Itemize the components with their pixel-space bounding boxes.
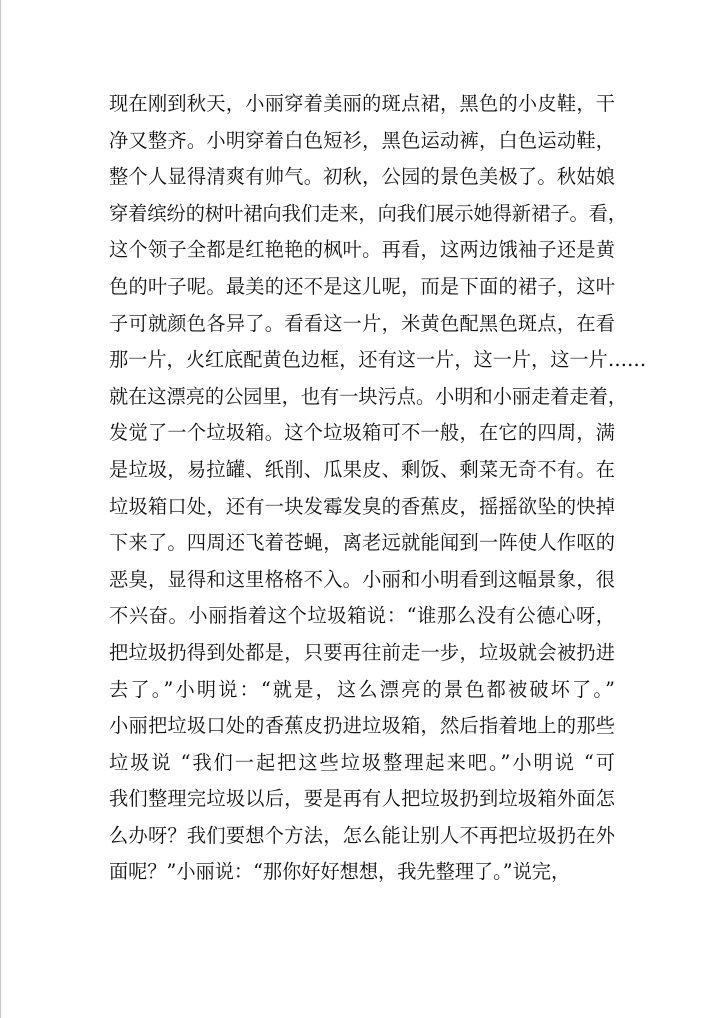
- text-line-13: 下来了。四周还飞着苍蝇，离老远就能闻到一阵使人作呕的: [109, 531, 615, 555]
- text-line-3: 整个人显得清爽有帅气。初秋，公园的景色美极了。秋姑娘: [109, 165, 615, 189]
- text-line-12: 垃圾箱口处，还有一块发霉发臭的香蕉皮，摇摇欲坠的快掉: [109, 494, 615, 518]
- body-text: [109, 86, 647, 891]
- text-line-16: 把垃圾扔得到处都是，只要再往前走一步，垃圾就会被扔进: [109, 640, 615, 664]
- text-line-9: 就在这漂亮的公园里，也有一块污点。小明和小丽走着走着，: [109, 384, 628, 408]
- text-line-21: 么办呀？我们要想个方法，怎么能让别人不再把垃圾扔在外: [109, 823, 615, 847]
- text-line-8: 那一片，火红底配黄色边框，还有这一片，这一片，这一片……: [109, 348, 647, 372]
- text-line-22: 面呢？”小丽说：“那你好好想想，我先整理了。”说完，: [109, 860, 571, 884]
- text-line-18: 小丽把垃圾口处的香蕉皮扔进垃圾箱，然后指着地上的那些: [109, 714, 615, 738]
- text-line-19: 垃圾说 “我们一起把这些垃圾整理起来吧。”小明说 “可: [109, 750, 615, 774]
- text-line-14: 恶臭，显得和这里格格不入。小丽和小明看到这幅景象，很: [109, 567, 615, 591]
- text-line-17: 去了。”小明说：“就是，这么漂亮的景色都被破坏了。”: [109, 677, 615, 701]
- text-line-20: 我们整理完垃圾以后，要是再有人把垃圾扔到垃圾箱外面怎: [109, 787, 615, 811]
- text-line-1: 现在刚到秋天，小丽穿着美丽的斑点裙，黑色的小皮鞋，干: [109, 92, 615, 115]
- text-line-6: 色的叶子呢。最美的还不是这儿呢，而是下面的裙子，这叶: [109, 274, 615, 298]
- text-line-10: 发觉了一个垃圾箱。这个垃圾箱可不一般，在它的四周，满: [109, 421, 615, 445]
- text-line-5: 这个领子全都是红艳艳的枫叶。再看，这两边饿袖子还是黄: [109, 238, 615, 262]
- text-line-15: 不兴奋。小丽指着这个垃圾箱说：“谁那么没有公德心呀，: [109, 604, 615, 628]
- text-line-4: 穿着缤纷的树叶裙向我们走来，向我们展示她得新裙子。看，: [109, 201, 628, 225]
- text-line-7: 子可就颜色各异了。看看这一片，米黄色配黑色斑点，在看: [109, 311, 615, 335]
- text-line-11: 是垃圾，易拉罐、纸削、瓜果皮、剩饭、剩菜无奇不有。在: [109, 457, 615, 481]
- text-line-2: 净又整齐。小明穿着白色短衫，黑色运动裤，白色运动鞋，: [109, 128, 615, 152]
